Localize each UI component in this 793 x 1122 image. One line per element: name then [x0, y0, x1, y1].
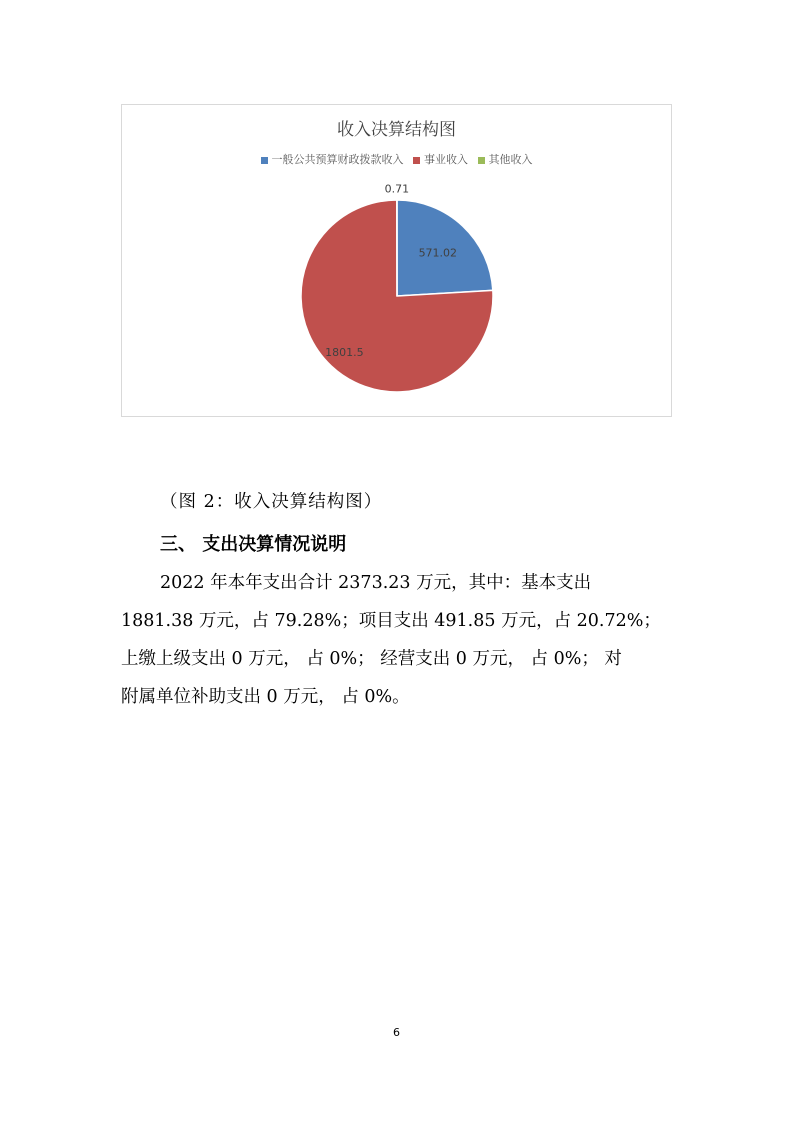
- page-number: 6: [393, 1026, 400, 1039]
- legend-label: 其他收入: [488, 153, 533, 166]
- pie-chart: [122, 105, 673, 418]
- section-heading: 三、 支出决算情况说明: [160, 534, 347, 555]
- body-line: 1881.38 万元，占 79.28%；项目支出 491.85 万元，占 20.72%；: [121, 611, 661, 631]
- income-chart: [121, 104, 672, 417]
- body-line: 附属单位补助支出 0 万元， 占 0%。: [121, 687, 410, 707]
- pie-data-label: 571.02: [418, 246, 458, 260]
- body-line: 上缴上级支出 0 万元， 占 0%； 经营支出 0 万元， 占 0%； 对: [121, 649, 622, 669]
- pie-data-label: 0.71: [384, 182, 410, 196]
- body-paragraph: [121, 564, 672, 716]
- body-line: 2022 年本年支出合计 2373.23 万元，其中：基本支出: [160, 573, 592, 593]
- pie-data-label: 1801.5: [325, 345, 364, 359]
- legend-label: 事业收入: [424, 153, 468, 166]
- figure-caption: （图 2：收入决算结构图）: [160, 492, 383, 512]
- chart-title: 收入决算结构图: [337, 120, 456, 140]
- legend-label: 一般公共预算财政拨款收入: [271, 153, 404, 166]
